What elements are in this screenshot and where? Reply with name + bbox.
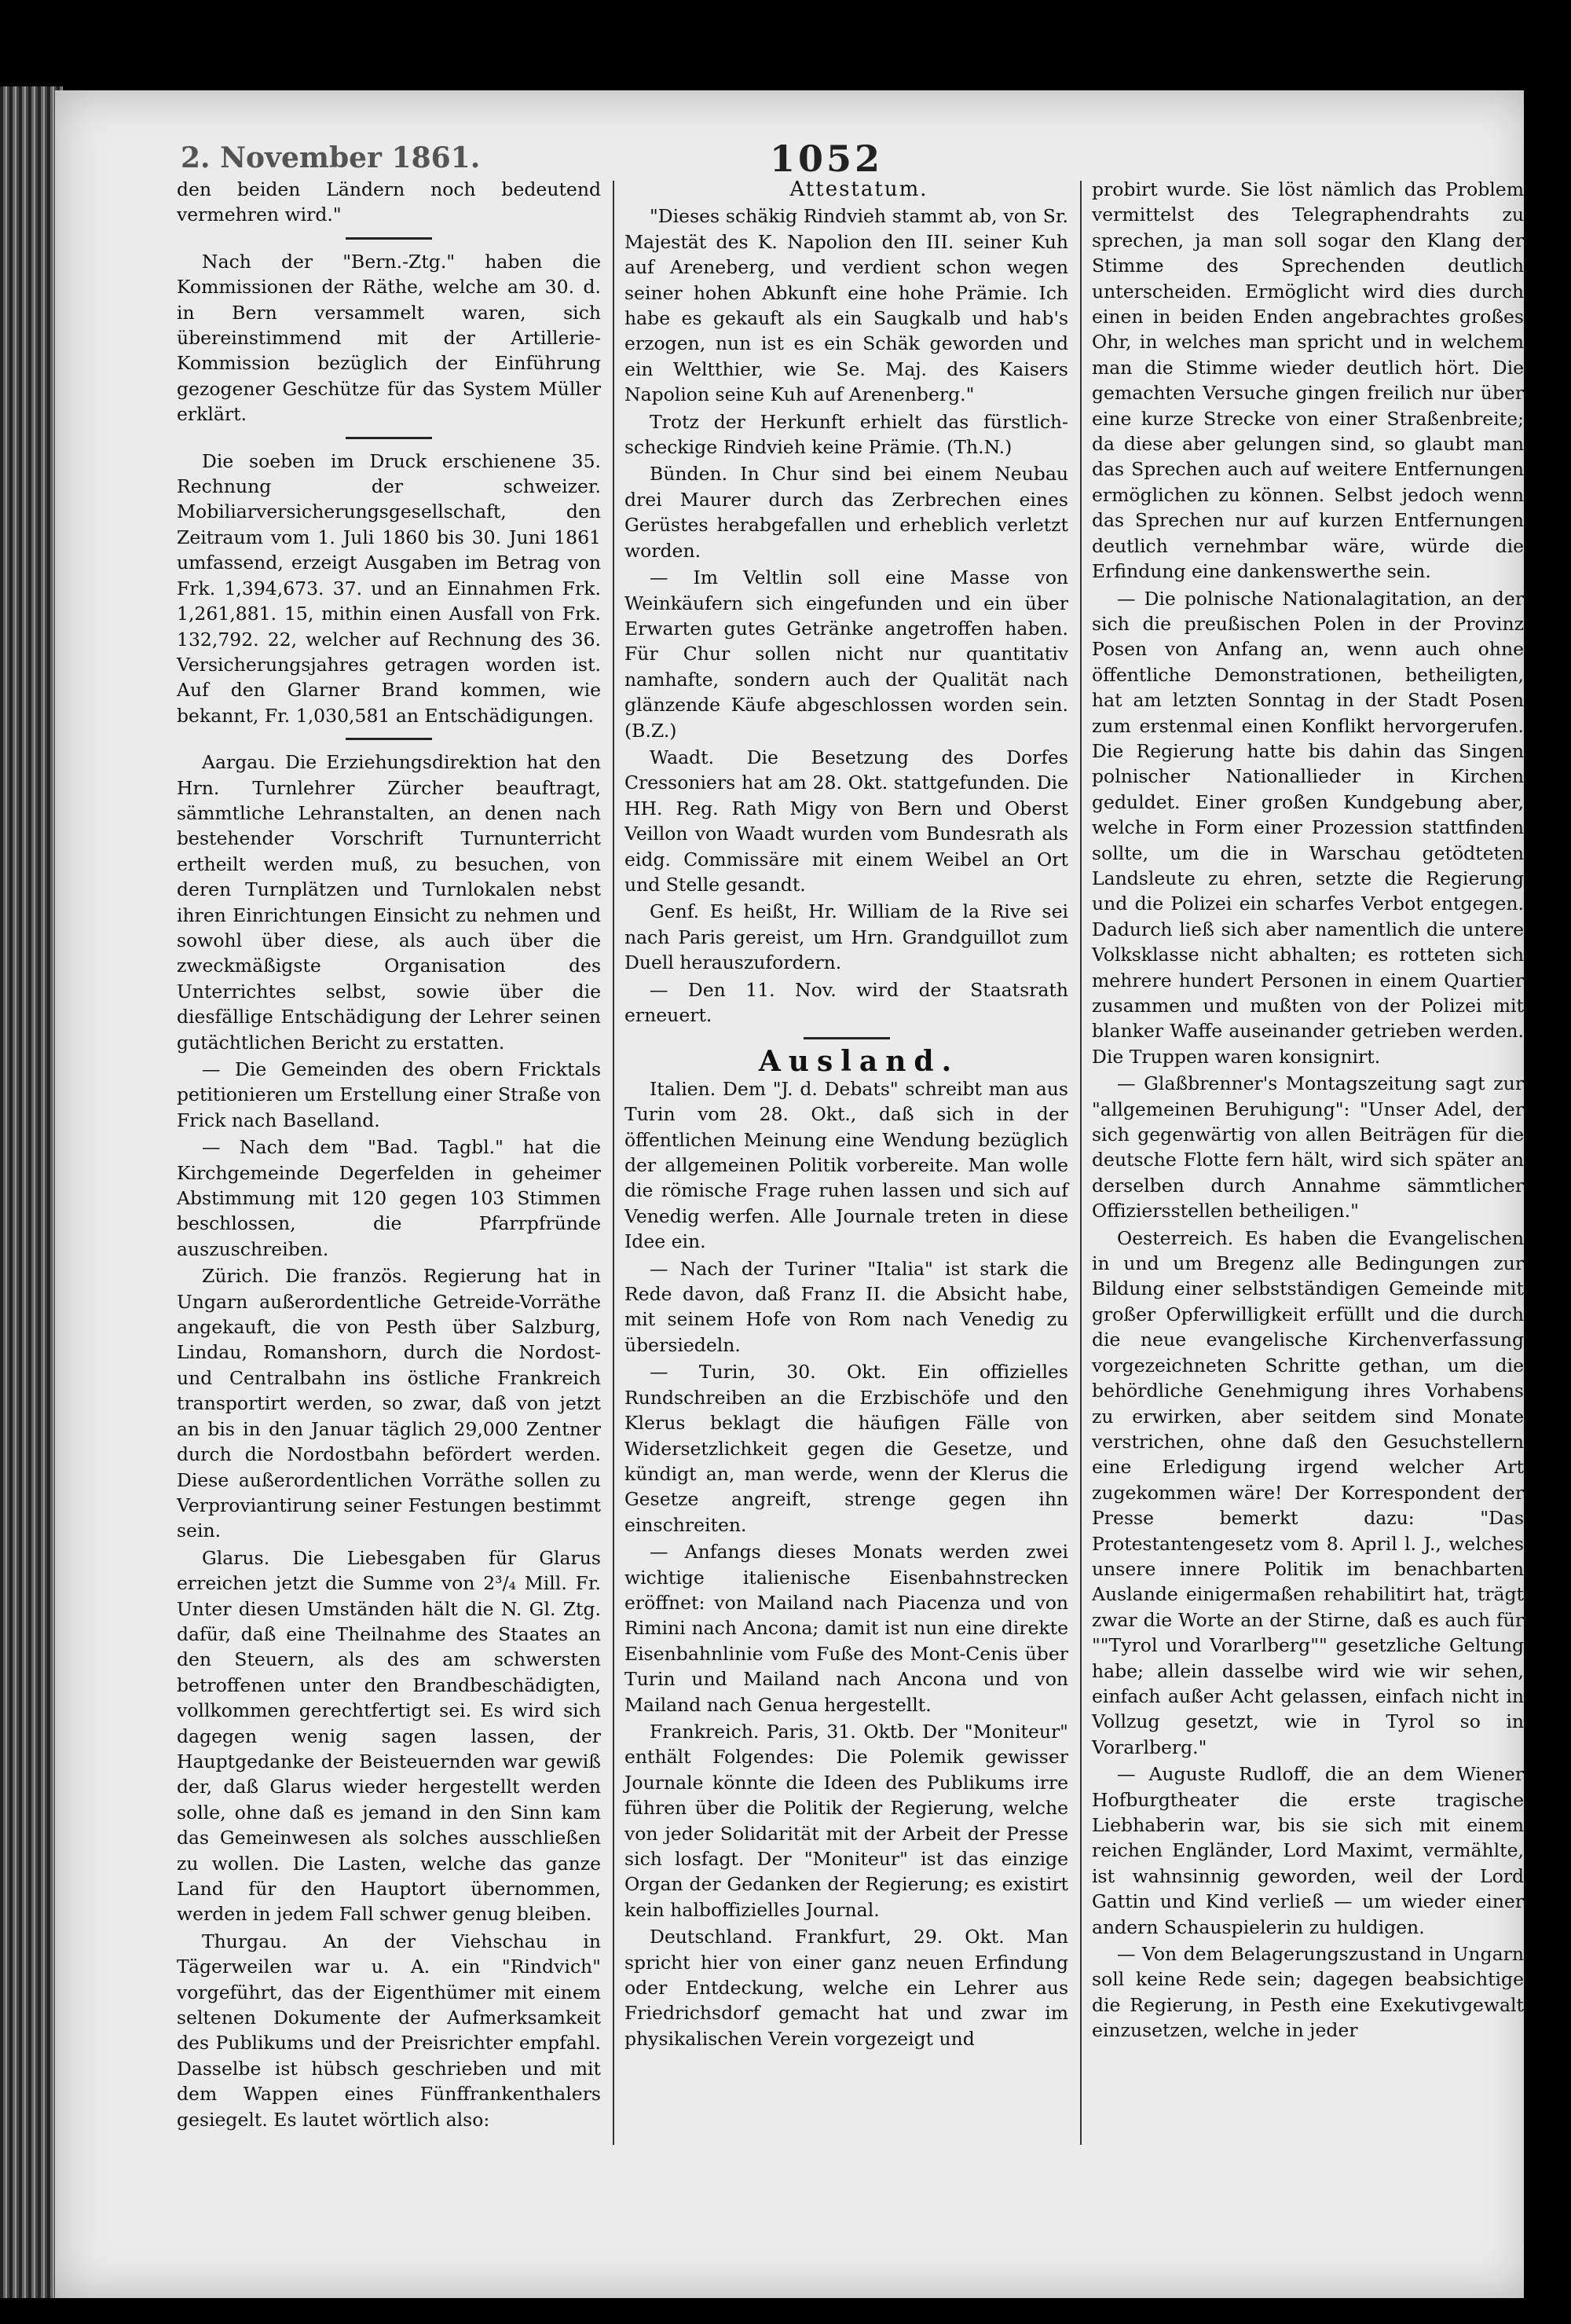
separator xyxy=(346,738,432,740)
paragraph: "Dieses schäkig Rindvieh stammt ab, von Sr. Majestät des K. Napolion den III. seiner Kuh auf Areneberg, und verdient schon wegen seiner hohen Abkunft eine hohe Prämie. Ich habe es gekauft als ein Saugkalb und hab's erzogen, nun ist es ein Schäk geworden und ein Weltthier, wie Se. Maj. des Kaisers Napolion seine Kuh auf Arenenberg." xyxy=(624,205,1068,406)
paragraph: Deutschland. Frankfurt, 29. Okt. Man spricht hier von einer ganz neuen Erfindung oder Entdeckung, welche ein Lehrer aus Friedrichsdorf gemacht hat und zwar im physikalischen Verein vorgezeigt und xyxy=(624,1926,1068,2050)
paragraph: Aargau. Die Erziehungsdirektion hat den Hrn. Turnlehrer Zürcher beauftragt, sämmtliche Lehranstalten, an denen nach bestehender Vorschrift Turnunterricht ertheilt werden muß, zu besuchen, von deren Turnplätzen und Turnlokalen nebst ihren Einrichtungen Einsicht zu nehmen und sowohl über diese, als auch über die zweckmäßigste Organisation des Unterrichtes selbst, sowie über die diesfällige Entschädigung der Lehrer seinen gutächtlichen Bericht zu erstatten. xyxy=(177,751,601,1054)
paragraph: Waadt. Die Besetzung des Dorfes Cressoniers hat am 28. Okt. stattgefunden. Die HH. Reg. Rath Migy von Bern und Oberst Veillon von Waadt wurden vom Bundesrath als eidg. Commissäre mit einem Weibel an Ort und Stelle gesandt. xyxy=(624,746,1068,896)
column-1 xyxy=(177,177,601,2134)
book-spine xyxy=(0,86,63,2302)
column-3 xyxy=(1092,177,1524,2045)
paragraph: Glarus. Die Liebesgaben für Glarus erreichen jetzt die Summe von 2³/₄ Mill. Fr. Unter diesen Umständen hält die N. Gl. Ztg. dafür, daß eine Theilnahme des Staates an den Steuern, als des am schwersten betroffenen unter den Brandbeschädigten, vollkommen gerechtfertigt sei. Es wird sich dagegen wenig sagen lassen, der Hauptgedanke der Beisteuernden war gewiß der, daß Glarus wieder hergestellt werden solle, ohne daß es jemand in den Sinn kam das Gemeinwesen als solches ausschließen zu wollen. Die Lasten, welche das ganze Land für den Hauptort übernommen, werden in jedem Fall schwer genug bleiben. xyxy=(177,1546,601,1926)
page-edge xyxy=(1524,0,1571,2324)
paragraph: — Anfangs dieses Monats werden zwei wichtige italienische Eisenbahnstrecken eröffnet: von Mailand nach Piacenza und von Rimini nach Ancona; damit ist nun eine direkte Eisenbahnlinie vom Fuße des Mont-Cenis über Turin und Mailand nach Ancona und von Mailand nach Genua hergestellt. xyxy=(624,1541,1068,1716)
paragraph: Thurgau. An der Viehschau in Tägerweilen war u. A. ein "Rindvich" vorgeführt, das der Eigenthümer mit einem seltenen Dokumente der Aufmerksamkeit des Publikums und der Preisrichter empfahl. Dasselbe ist hübsch geschrieben und mit dem Wappen eines Fünffrankenthalers gesiegelt. Es lautet wörtlich also: xyxy=(177,1930,601,2131)
paragraph: Bünden. In Chur sind bei einem Neubau drei Maurer durch das Zerbrechen eines Gerüstes herabgefallen und erheblich verletzt worden. xyxy=(624,463,1068,562)
paragraph: — Die polnische Nationalagitation, an der sich die preußischen Polen in der Provinz Posen von Anfang an, wenn auch ohne öffentliche Demonstrationen, betheiligten, hat am letzten Sonntag in der Stadt Posen zum erstenmal einen Konflikt hervorgerufen. Die Regierung hatte bis dahin das Singen polnischer Nationallieder in Kirchen geduldet. Einer großen Kundgebung aber, welche in Form einer Prozession stattfinden sollte, um die in Warschau getödteten Landsleute zu ehren, setzte die Regierung und die Polizei ein scharfes Verbot entgegen. Dadurch ließ sich aber namentlich die untere Volksklasse nicht abhalten; es rotteten sich mehrere hundert Personen in einem Quartier zusammen und mußten von der Polizei mit blanker Waffe auseinander getrieben werden. Die Truppen waren konsignirt. xyxy=(1092,587,1524,1068)
bottom-edge xyxy=(0,2298,1571,2324)
paragraph: Genf. Es heißt, Hr. William de la Rive sei nach Paris gereist, um Hrn. Grandguillot zum Duell herauszufordern. xyxy=(624,900,1068,974)
header-date: 2. November 1861. xyxy=(181,141,481,174)
paragraph: probirt wurde. Sie löst nämlich das Problem vermittelst des Telegraphendrahts zu sprechen, ja man soll sogar den Klang der Stimme des Sprechenden deutlich unterscheiden. Ermöglicht wird dies durch einen in beiden Enden angebrachtes großes Ohr, in welches man spricht und in welchem man die Stimme wieder deutlich hört. Die gemachten Versuche gingen freilich nur über eine kurze Strecke von einer Straßenbreite; da diese aber gelungen sind, so glaubt man das Sprechen auch auf weitere Entfernungen ermöglichen zu können. Selbst jedoch wenn das Sprechen nur auf kurzen Entfernungen deutlich vernehmbar wäre, würde die Erfindung eine dankenswerthe sein. xyxy=(1092,178,1524,583)
paragraph: Oesterreich. Es haben die Evangelischen in und um Bregenz alle Bedingungen zur Bildung einer selbstständigen Gemeinde mit großer Opferwilligkeit erfüllt und die durch die neue evangelische Kirchenverfassung vorgezeichneten Schritte gethan, um die behördliche Genehmigung ihres Vorhabens zu erwirken, aber seitdem sind Monate verstrichen, ohne daß den Gesuchstellern eine Erledigung irgend welcher Art zugekommen wäre! Der Korrespondent der Presse bemerkt dazu: "Das Protestantengesetz vom 8. April l. J., welches unsere innere Politik im benachbarten Auslande einigermaßen rehabilitirt hat, trägt zwar die Worte an der Stirne, daß es auch für ""Tyrol und Vorarlberg"" gesetzliche Geltung habe; allein dasselbe wird wie wir sehen, einfach außer Acht gelassen, einfach nicht in Vollzug gesetzt, wie in Tyrol so in Vorarlberg." xyxy=(1092,1226,1524,1758)
paragraph: den beiden Ländern noch bedeutend vermehren wird." xyxy=(177,178,601,226)
paragraph: — Glaßbrenner's Montagszeitung sagt zur "allgemeinen Beruhigung": "Unser Adel, der sich gegenwärtig von allen Beiträgen für die deutsche Flotte fern hält, wird sich später an derselben durch Annahme sämmtlicher Offiziersstellen betheiligen." xyxy=(1092,1072,1524,1222)
column-2 xyxy=(624,177,1068,2053)
article-title: Attestatum. xyxy=(789,178,928,201)
separator xyxy=(346,237,432,240)
paragraph: — Die Gemeinden des obern Fricktals petitionieren um Erstellung einer Straße von Frick nach Baselland. xyxy=(177,1058,601,1131)
paragraph: — Turin, 30. Okt. Ein offizielles Rundschreiben an die Erzbischöfe und den Klerus beklagt die häufigen Fälle von Widersetzlichkeit gegen die Gesetze, und kündigt an, man werde, wenn der Klerus die Gesetze angreift, strenge gegen ihn einschreiten. xyxy=(624,1361,1068,1536)
separator xyxy=(804,1037,890,1039)
paragraph: Frankreich. Paris, 31. Oktb. Der "Moniteur" enthält Folgendes: Die Polemik gewisser Journale könnte die Ideen des Publikums irre führen über die Politik der Regierung, welche von jeder Solidarität mit der Arbeit der Presse sich losfagt. Der "Moniteur" ist das einzige Organ der Gedanken der Regierung; es existirt kein halboffizielles Journal. xyxy=(624,1720,1068,1921)
paragraph: — Von dem Belagerungszustand in Ungarn soll keine Rede sein; dagegen beabsichtige die Regierung, in Pesth eine Exekutivgewalt einzusetzen, welche in jeder xyxy=(1092,1943,1524,2042)
paragraph: Trotz der Herkunft erhielt das fürstlich-scheckige Rindvieh keine Prämie. (Th.N.) xyxy=(624,410,1068,459)
paragraph: Die soeben im Druck erschienene 35. Rechnung der schweizer. Mobiliarversicherungsgesellschaft, den Zeitraum vom 1. Juli 1860 bis 30. Juni 1861 umfassend, erzeigt Ausgaben im Betrag von Frk. 1,394,673. 37. und an Einnahmen Frk. 1,261,881. 15, mithin einen Ausfall von Frk. 132,792. 22, welcher auf Rechnung des 36. Versicherungsjahres getragen worden ist. Auf den Glarner Brand kommen, wie bekannt, Fr. 1,030,581 an Entschädigungen. xyxy=(177,449,601,727)
page-number: 1052 xyxy=(770,137,884,180)
paragraph: — Im Veltlin soll eine Masse von Weinkäufern sich eingefunden und ein über Erwarten gutes Getränke angetroffen haben. Für Chur sollen nicht nur quantitativ namhafte, sondern auch der Qualität nach glänzende Käufe abgeschlossen worden sein. (B.Z.) xyxy=(624,566,1068,742)
paragraph: — Nach dem "Bad. Tagbl." hat die Kirchgemeinde Degerfelden in geheimer Abstimmung mit 120 gegen 103 Stimmen beschlossen, die Pfarrpfründe auszuschreiben. xyxy=(177,1136,601,1260)
separator xyxy=(346,437,432,439)
paragraph: — Den 11. Nov. wird der Staatsrath erneuert. xyxy=(624,978,1068,1026)
paragraph: — Nach der Turiner "Italia" ist stark die Rede davon, daß Franz II. die Absicht habe, mit seinem Hofe von Rom nach Venedig zu übersiedeln. xyxy=(624,1257,1068,1356)
column-rule xyxy=(613,181,614,2145)
paragraph: Nach der "Bern.-Ztg." haben die Kommissionen der Räthe, welche am 30. d. in Bern versammelt waren, sich übereinstimmend mit der Artillerie-Kommission bezüglich der Einführung gezogener Geschütze für das System Müller erklärt. xyxy=(177,250,601,426)
paragraph: Italien. Dem "J. d. Debats" schreibt man aus Turin vom 28. Okt., daß sich in der öffentlichen Meinung eine Wendung bezüglich der allgemeinen Politik vorbereite. Man wolle die römische Frage ruhen lassen und sich auf Venedig werfen. Alle Journale treten in diese Idee ein. xyxy=(624,1077,1068,1253)
paragraph: Zürich. Die französ. Regierung hat in Ungarn außerordentliche Getreide-Vorräthe angekauft, die von Pesth über Salzburg, Lindau, Romanshorn, durch die Nordost- und Centralbahn ins östliche Frankreich transportirt werden, so zwar, daß von jetzt an bis in den Januar täglich 29,000 Zentner durch die Nordostbahn befördert werden. Diese außerordentlichen Vorräthe sollen zu Verproviantirung seiner Festungen bestimmt sein. xyxy=(177,1265,601,1542)
column-rule xyxy=(1080,181,1082,2145)
section-heading: Ausland. xyxy=(758,1045,960,1079)
paragraph: — Auguste Rudloff, die an dem Wiener Hofburgtheater die erste tragische Liebhaberin war, bis sie sich mit einem reichen Engländer, Lord Maximt, vermählte, ist wahnsinnig geworden, weil der Lord Gattin und Kind verließ — um wieder einer andern Schauspielerin zu huldigen. xyxy=(1092,1763,1524,1938)
